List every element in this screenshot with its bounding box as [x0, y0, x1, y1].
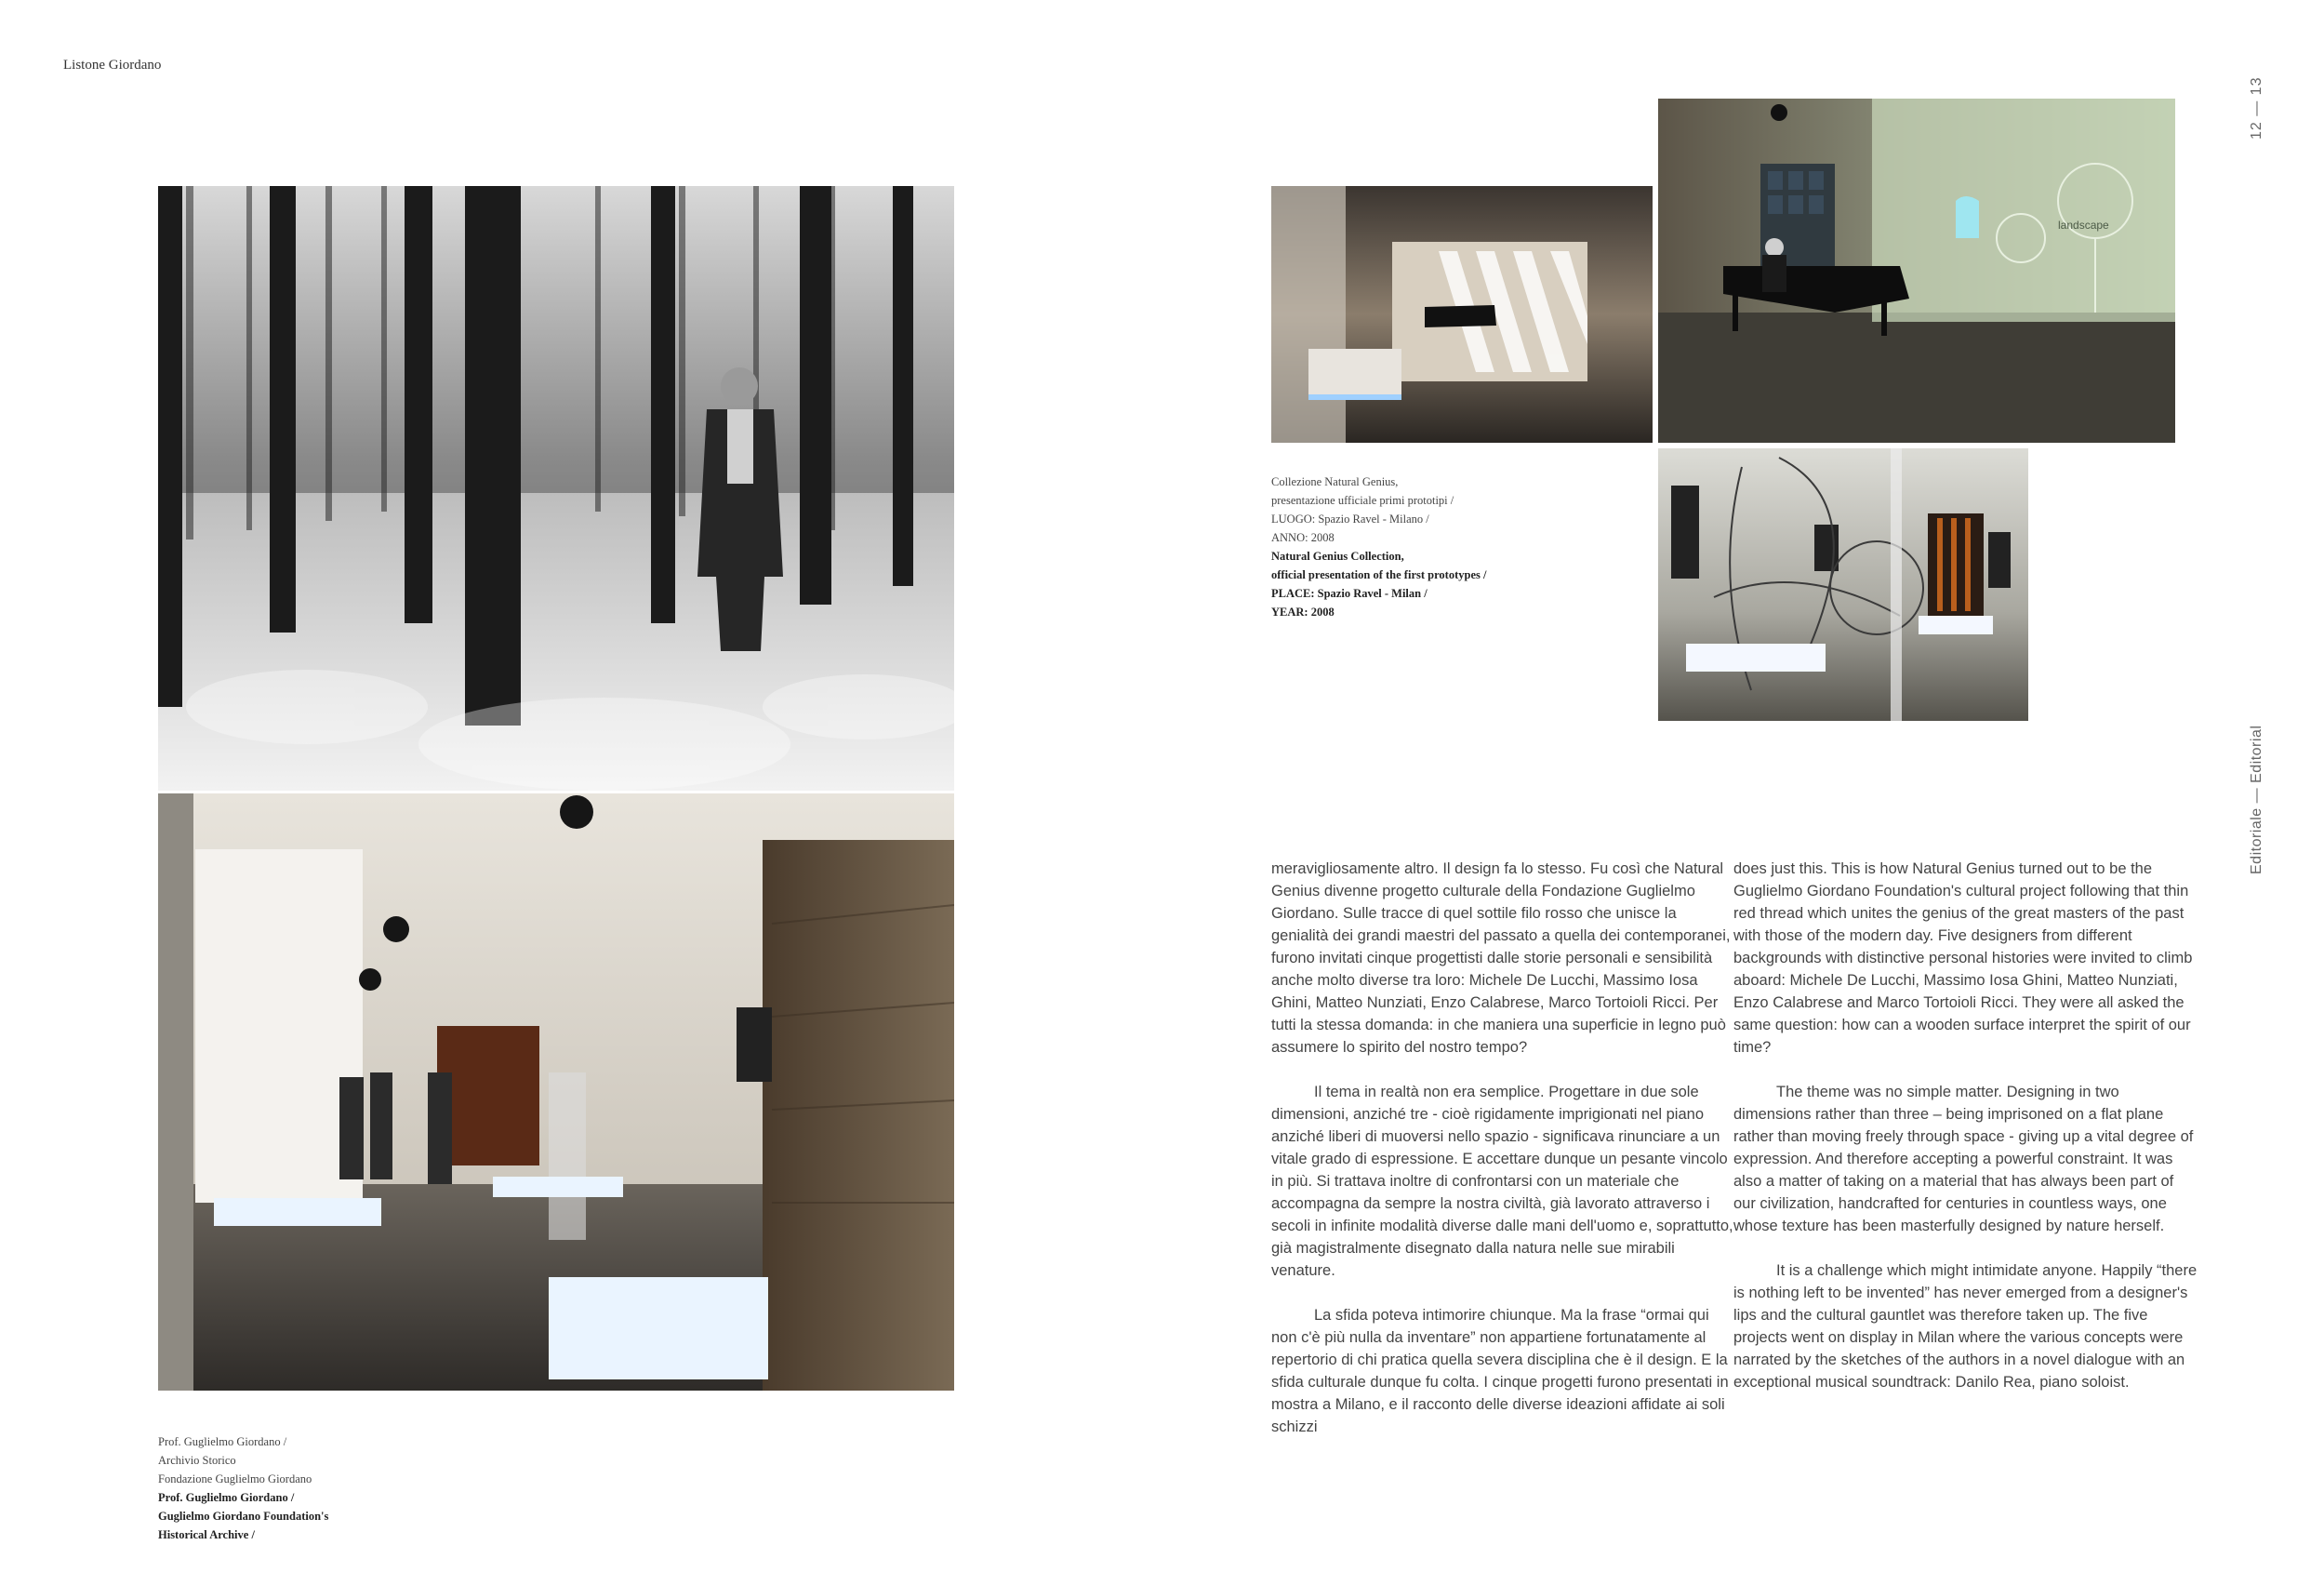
caption-right-line: Collezione Natural Genius, [1271, 475, 1399, 488]
caption-right-bold-line: official presentation of the first prototypes / [1271, 568, 1487, 581]
english-text-column [1733, 858, 2198, 1416]
caption-left-line: Archivio Storico [158, 1454, 236, 1467]
page-numbers: 12 — 13 [2249, 76, 2264, 140]
italian-text-column [1271, 858, 1736, 1460]
section-label: Editoriale — Editorial [2249, 725, 2264, 874]
forest-photo [158, 186, 954, 791]
caption-left-line: Fondazione Guglielmo Giordano [158, 1472, 312, 1485]
italian-paragraph: La sfida poteva intimorire chiunque. Ma la frase “ormai qui non c'è più nulla da inventare” non appartiene fortunatamente al repertorio di chi pratica quella severa disciplina che è il design. E la sfida culturale dunque fu colta. I cinque progetti furono presentati in mostra a Milano, e il racconto delle diverse ideazioni affidate ai soli schizzi [1271, 1307, 1729, 1435]
caption-left-bold-line: Guglielmo Giordano Foundation's [158, 1510, 329, 1523]
caption-left-line: Prof. Guglielmo Giordano / [158, 1435, 287, 1448]
caption-right-line: LUOGO: Spazio Ravel - Milano / [1271, 513, 1429, 526]
italian-paragraph: Il tema in realtà non era semplice. Progettare in due sole dimensioni, anziché tre - cioè rigidamente imprigionati nel piano anziché liberi di muoversi nello spazio - significava rinunciare a un vitale grado di espressione. E accettare dunque un pesante vincolo in più. Si trattava inoltre di confrontarsi con un materiale che accompagna da sempre la nostra civiltà, già lavorato attraverso i secoli in infinite modalità diverse dalle mani dell'uomo e, soprattutto, già magistralmente disegnato dalla natura nelle sue mirabili venature. [1271, 1084, 1733, 1279]
caption-right-line: ANNO: 2008 [1271, 531, 1335, 544]
english-paragraph: does just this. This is how Natural Genius turned out to be the Guglielmo Giordano Foundation's cultural project following that thin red thread which unites the genius of the great masters of the past with those of the modern day. Five designers from different backgrounds with distinctive personal histories were invited to climb aboard: Michele De Lucchi, Massimo Iosa Ghini, Matteo Nunziati, Enzo Calabrese and Marco Tortoioli Ricci. They were all asked the same question: how can a wooden surface interpret the spirit of our time? [1733, 860, 2193, 1056]
caption-right-bold-line: Natural Genius Collection, [1271, 550, 1404, 563]
caption-right-bold-line: YEAR: 2008 [1271, 606, 1335, 619]
english-paragraph: It is a challenge which might intimidate anyone. Happily “there is nothing left to be invented” has never emerged from a designer's lips and the cultural gauntlet was therefore taken up. The five projects went on display in Milan where the various concepts were narrated by the sketches of the authors in a novel dialogue with an exceptional musical soundtrack: Danilo Rea, piano soloist. [1733, 1262, 2198, 1391]
english-paragraph: The theme was no simple matter. Designing in two dimensions rather than three – being imprisoned on a flat plane rather than moving freely through space - giving up a vital degree of expression. And therefore accepting a powerful constraint. It was also a matter of taking on a material that has always been part of our civilization, handcrafted for centuries in countless ways, one whose texture has been masterfully designed by nature herself. [1733, 1084, 2194, 1234]
magazine-brand: Listone Giordano [63, 58, 162, 73]
exhibition-photo [158, 793, 954, 1391]
installation-photo [1658, 448, 2028, 721]
caption-right-bold-line: PLACE: Spazio Ravel - Milan / [1271, 587, 1428, 600]
italian-paragraph: meravigliosamente altro. Il design fa lo stesso. Fu così che Natural Genius divenne progetto culturale della Fondazione Guglielmo Giordano. Sulle tracce di quel sottile filo rosso che unisce la genialità dei grandi maestri del passato a quella dei contemporanei, furono invitati cinque progettisti dalle storie personali e sensibilità anche molto diverse tra loro: Michele De Lucchi, Massimo Iosa Ghini, Matteo Nunziati, Enzo Calabrese, Marco Tortoioli Ricci. Per tutti la stessa domanda: in che maniera una superficie in legno può assumere lo spirito del nostro tempo? [1271, 860, 1731, 1056]
caption-right [1271, 473, 1643, 621]
caption-left-bold-line: Historical Archive / [158, 1528, 255, 1541]
piano-performance-photo [1658, 99, 2175, 443]
caption-left-bold-line: Prof. Guglielmo Giordano / [158, 1491, 295, 1504]
caption-right-line: presentazione ufficiale primi prototipi / [1271, 494, 1454, 507]
piano-room-photo [1271, 186, 1653, 443]
caption-left [158, 1432, 437, 1544]
projection-word: landscape [2058, 219, 2109, 232]
